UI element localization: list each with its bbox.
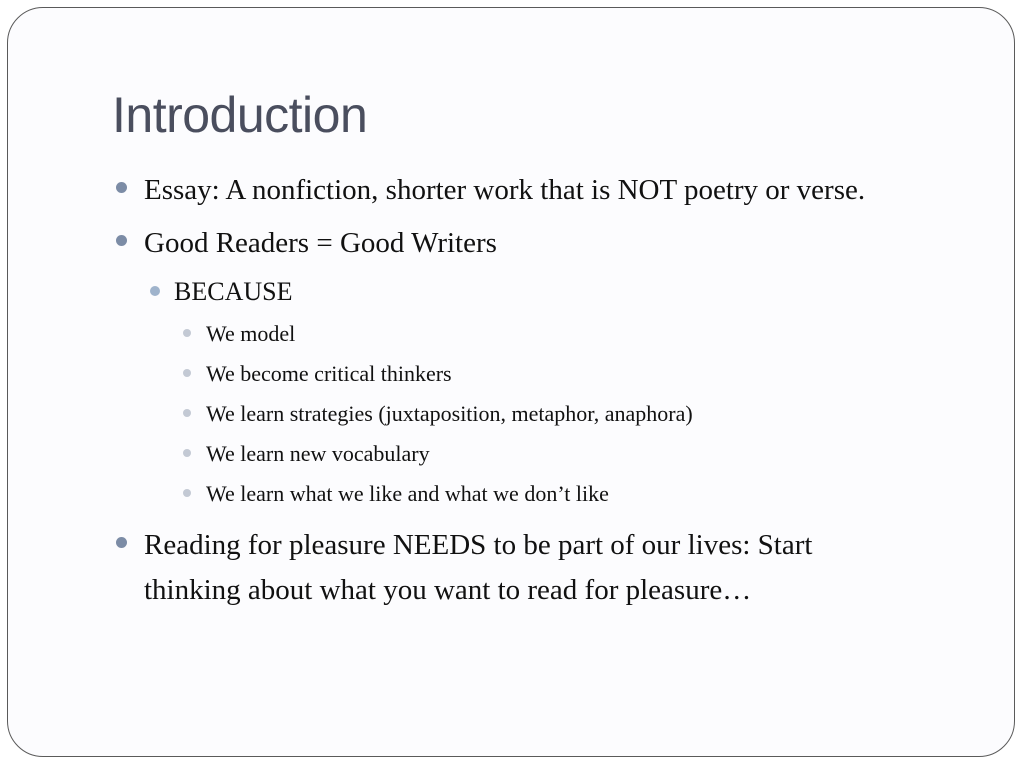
bullet-text: We learn what we like and what we don’t like xyxy=(206,481,609,506)
slide-content xyxy=(112,168,912,621)
bullet-dot-icon xyxy=(183,329,191,337)
sub-bullet-because xyxy=(112,274,912,310)
bullet-dot-icon xyxy=(116,182,127,193)
bullet-dot-icon xyxy=(183,369,191,377)
bullet-dot-icon xyxy=(183,489,191,497)
bullet-text: Essay: A nonfiction, shorter work that is NOT poetry or verse. xyxy=(144,174,866,206)
bullet-dot-icon xyxy=(150,286,160,296)
sub-sub-bullet-vocabulary xyxy=(112,439,912,469)
bullet-dot-icon xyxy=(183,449,191,457)
bullet-reading-for-pleasure xyxy=(112,523,912,613)
bullet-dot-icon xyxy=(116,235,127,246)
bullet-text: BECAUSE xyxy=(174,277,293,306)
bullet-text: We learn strategies (juxtaposition, metaphor, anaphora) xyxy=(206,401,693,426)
slide-title: Introduction xyxy=(112,87,368,143)
bullet-dot-icon xyxy=(116,537,127,548)
sub-sub-bullet-likes xyxy=(112,479,912,509)
bullet-text: We become critical thinkers xyxy=(206,361,452,386)
bullet-text: We learn new vocabulary xyxy=(206,441,430,466)
sub-sub-bullet-critical-thinkers xyxy=(112,359,912,389)
bullet-text: Reading for pleasure NEEDS to be part of our lives: Start thinking about what you want to read for pleasure… xyxy=(144,529,813,606)
bullet-dot-icon xyxy=(183,409,191,417)
sub-sub-bullet-model xyxy=(112,319,912,349)
bullet-text: Good Readers = Good Writers xyxy=(144,227,497,259)
sub-sub-bullet-strategies xyxy=(112,399,912,429)
bullet-good-readers xyxy=(112,221,912,266)
bullet-essay-definition xyxy=(112,168,912,213)
bullet-text: We model xyxy=(206,321,296,346)
